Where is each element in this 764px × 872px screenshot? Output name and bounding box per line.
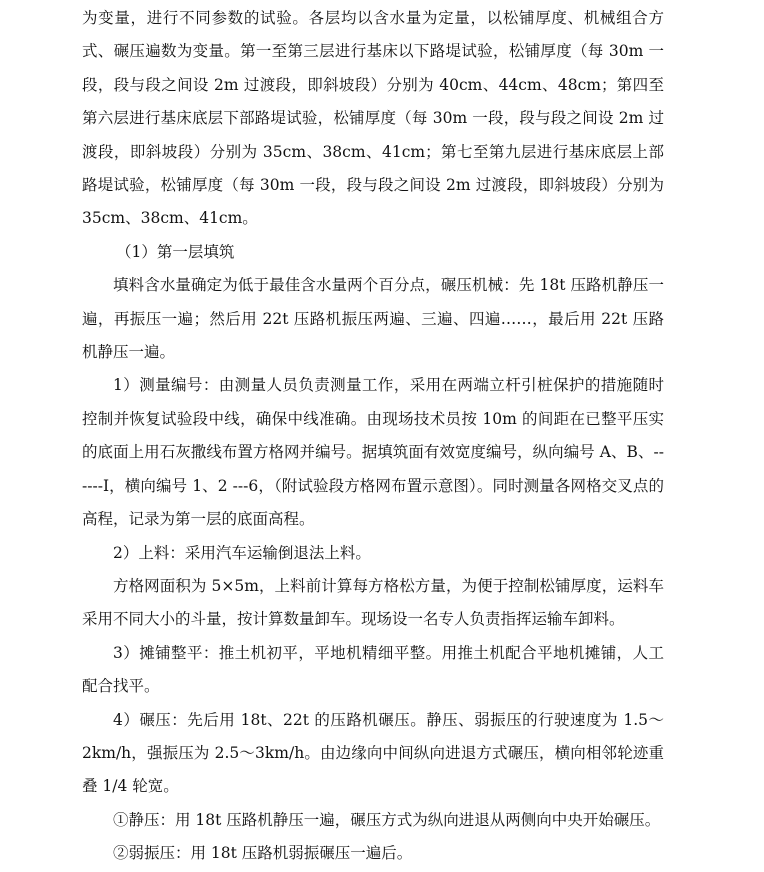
paragraph-survey-numbering: 1）测量编号：由测量人员负责测量工作，采用在两端立杆引桩保护的措施随时控制并恢复试验段中线，确保中线准确。由现场技术员按 10m 的间距在已整平压实的底面上用石灰撒线布置方格网并编号。据填筑面有效宽度编号，纵向编号 A、B、------I，横向编号 1、2 ---6，（附试验段方格网布置示意图）。同时测量各网格交叉点的高程，记录为第一层的底面高程。	[82, 376, 664, 529]
paragraph-loading: 2）上料：采用汽车运输倒退法上料。	[113, 543, 371, 562]
paragraph-compaction: 4）碾压：先后用 18t、22t 的压路机碾压。静压、弱振压的行驶速度为 1.5～2km/h，强振压为 2.5～3km/h。由边缘向中间纵向进退方式碾压，横向相邻轮迹重叠 1/4 轮宽。	[82, 710, 664, 796]
paragraph-weak-vibration: ②弱振压：用 18t 压路机弱振碾压一遍后。	[113, 844, 413, 863]
document-page	[82, 2, 664, 871]
paragraph-fill-moisture: 填料含水量确定为低于最佳含水量两个百分点，碾压机械：先 18t 压路机静压一遍，再振压一遍；然后用 22t 压路机振压两遍、三遍、四遍……，最后用 22t 压路机静压一遍。	[82, 276, 664, 362]
paragraph-test-variables: 为变量，进行不同参数的试验。各层均以含水量为定量，以松铺厚度、机械组合方式、碾压遍数为变量。第一至第三层进行基床以下路堤试验，松铺厚度（每 30m 一段，段与段之间设 2m 过渡段，即斜坡段）分别为 40cm、44cm、48cm；第四至第六层进行基床底层下部路堤试验，松铺厚度（每 30m 一段，段与段之间设 2m 过渡段，即斜坡段）分别为 35cm、38cm、41cm；第七至第九层进行基床底层上部路堤试验，松铺厚度（每 30m 一段，段与段之间设 2m 过渡段，即斜坡段）分别为 35cm、38cm、41cm。	[82, 9, 664, 228]
paragraph-static-compaction: ①静压：用 18t 压路机静压一遍，碾压方式为纵向进退从两侧向中央开始碾压。	[113, 810, 661, 829]
paragraph-spreading: 3）摊铺整平：推土机初平，平地机精细平整。用推土机配合平地机摊铺，人工配合找平。	[82, 643, 664, 696]
section-heading-first-layer: （1）第一层填筑	[116, 242, 235, 261]
paragraph-grid-area: 方格网面积为 5×5m，上料前计算每方格松方量，为便于控制松铺厚度，运料车采用不同大小的斗量，按计算数量卸车。现场设一名专人负责指挥运输车卸料。	[82, 576, 664, 629]
